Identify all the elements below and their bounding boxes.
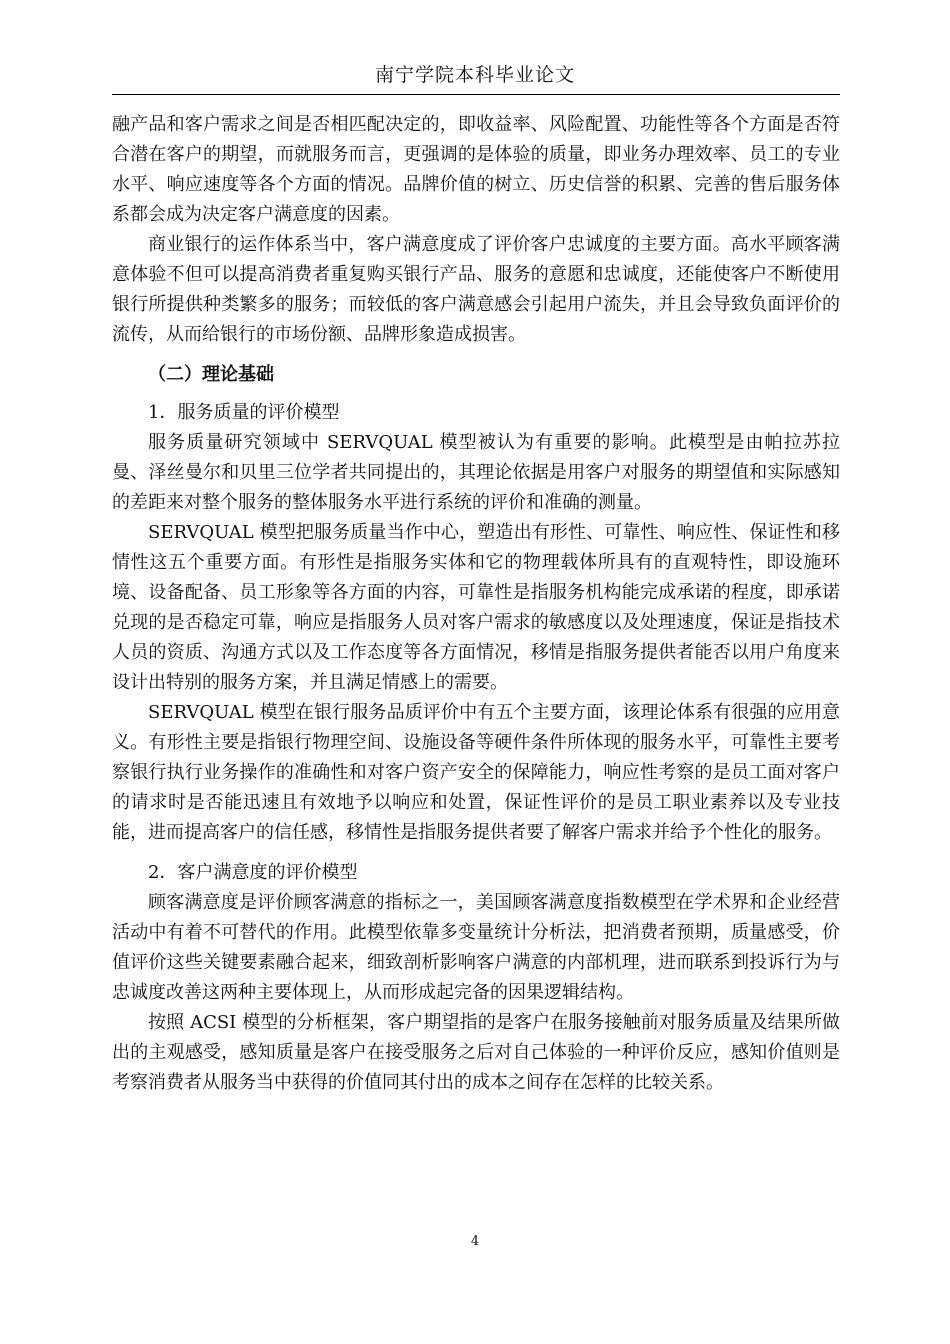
paragraph-servqual-intro: 服务质量研究领域中 SERVQUAL 模型被认为有重要的影响。此模型是由帕拉苏拉曼、泽丝曼尔和贝里三位学者共同提出的，其理论依据是用客户对服务的期望值和实际感知的差距来对整个服务的整体服务水平进行系统的评价和准确的测量。: [112, 432, 840, 513]
subsection-heading-satisfaction-model: 2．客户满意度的评价模型: [148, 862, 358, 883]
paragraph-bank-satisfaction: 商业银行的运作体系当中，客户满意度成了评价客户忠诚度的主要方面。高水平顾客满意体验不但可以提高消费者重复购买银行产品、服务的意愿和忠诚度，还能使客户不断使用银行所提供种类繁多的服务；而较低的客户满意感会引起用户流失，并且会导致负面评价的流传，从而给银行的市场份额、品牌形象造成损害。: [112, 234, 840, 345]
section-heading-theory: （二）理论基础: [148, 364, 274, 385]
page-number: 4: [470, 1234, 480, 1249]
paragraph-acsi-intro: 顾客满意度是评价顾客满意的指标之一，美国顾客满意度指数模型在学术界和企业经营活动中有着不可替代的作用。此模型依靠多变量统计分析法，把消费者预期，质量感受，价值评价这些关键要素融合起来，细致剖析影响客户满意的内部机理，进而联系到投诉行为与忠诚度改善这两种主要体现上，从而形成起完备的因果逻辑结构。: [112, 892, 840, 1003]
paragraph-servqual-bank: SERVQUAL 模型在银行服务品质评价中有五个主要方面，该理论体系有很强的应用意义。有形性主要是指银行物理空间、设施设备等硬件条件所体现的服务水平，可靠性主要考察银行执行业务操作的准确性和对客户资产安全的保障能力，响应性考察的是员工面对客户的请求时是否能迅速且有效地予以响应和处置，保证性评价的是员工职业素养以及专业技能，进而提高客户的信任感，移情性是指服务提供者要了解客户需求并给予个性化的服务。: [112, 702, 840, 843]
paragraph-servqual-dimensions: SERVQUAL 模型把服务质量当作中心，塑造出有形性、可靠性、响应性、保证性和移情性这五个重要方面。有形性是指服务实体和它的物理载体所具有的直观特性，即设施环境、设备配备、员工形象等各方面的内容，可靠性是指服务机构能完成承诺的程度，即承诺兑现的是否稳定可靠，响应是指服务人员对客户需求的敏感度以及处理速度，保证是指技术人员的资质、沟通方式以及工作态度等各方面情况，移情是指服务提供者能否以用户角度来设计出特别的服务方案，并且满足情感上的需要。: [112, 522, 840, 693]
paragraph-acsi-framework: 按照 ACSI 模型的分析框架，客户期望指的是客户在服务接触前对服务质量及结果所做出的主观感受，感知质量是客户在接受服务之后对自己体验的一种评价反应，感知价值则是考察消费者从服务当中获得的价值同其付出的成本之间存在怎样的比较关系。: [112, 1012, 840, 1093]
page-body: [112, 110, 840, 1098]
paragraph-continuation: 融产品和客户需求之间是否相匹配决定的，即收益率、风险配置、功能性等各个方面是否符合潜在客户的期望，而就服务而言，更强调的是体验的质量，即业务办理效率、员工的专业水平、响应速度等各个方面的情况。品牌价值的树立、历史信誉的积累、完善的售后服务体系都会成为决定客户满意度的因素。: [112, 114, 840, 225]
running-header-title: 南宁学院本科毕业论文: [374, 64, 575, 86]
subsection-heading-servqual: 1．服务质量的评价模型: [148, 402, 340, 423]
header-rule: [112, 94, 840, 95]
